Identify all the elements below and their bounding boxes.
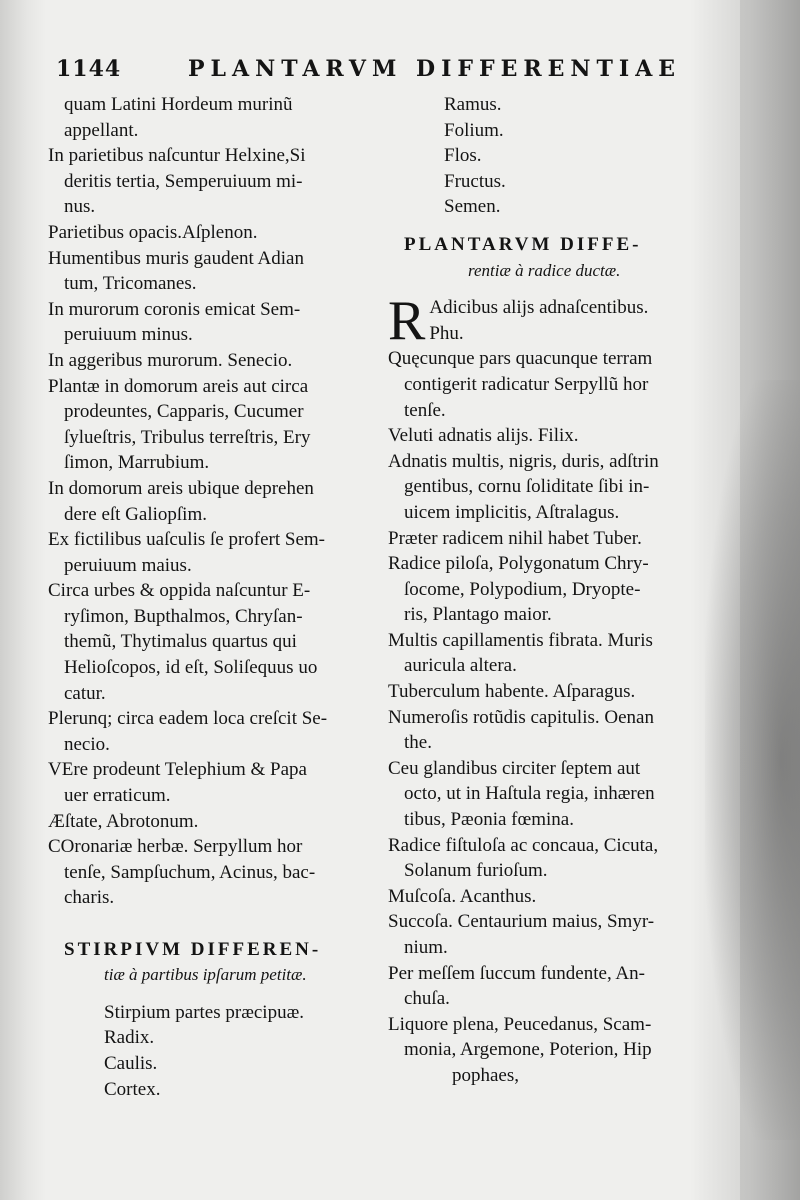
text-line: peruiuum maius.	[64, 554, 192, 576]
text-line: tibus, Pæonia fœmina.	[404, 809, 574, 831]
text-line: Multis capillamentis fibrata. Muris	[388, 629, 653, 651]
text-line: Per meſſem ſuccum fundente, An-	[388, 962, 645, 984]
text-line: In aggeribus murorum. Senecio.	[48, 349, 293, 371]
spacer	[388, 283, 718, 295]
left-column	[48, 92, 386, 1102]
text-line: Æſtate, Abrotonum.	[48, 810, 199, 832]
section-heading-stirpium: STIRPIVM DIFFEREN-	[64, 938, 322, 960]
text-line: In parietibus naſcuntur Helxine,Si	[48, 145, 306, 167]
text-line: Ex fictilibus uaſculis ſe profert Sem-	[48, 529, 326, 551]
text-line: tenſe.	[404, 399, 446, 421]
text-line: Radice fiſtuloſa ac concaua, Cicuta,	[388, 834, 659, 856]
list-item: Radix.	[104, 1027, 155, 1049]
page-header	[56, 56, 756, 88]
spacer	[48, 911, 386, 937]
dropcap-paragraph	[388, 290, 718, 353]
text-line: themũ, Thytimalus quartus qui	[64, 631, 297, 653]
list-item: Semen.	[444, 196, 501, 218]
text-line: ris, Plantago maior.	[404, 604, 552, 626]
water-stain	[705, 380, 800, 1140]
text-line: appellant.	[64, 119, 139, 141]
spacer	[48, 988, 386, 1000]
right-column	[388, 92, 718, 1089]
text-line: peruiuum minus.	[64, 324, 193, 346]
text-line: Veluti adnatis alijs. Filix.	[388, 425, 579, 447]
text-line: Liquore plena, Peucedanus, Scam-	[388, 1013, 652, 1035]
list-item: Flos.	[444, 145, 482, 167]
text-line: Solanum furioſum.	[404, 860, 548, 882]
text-line: Muſcoſa. Acanthus.	[388, 885, 537, 907]
text-line: charis.	[64, 887, 115, 909]
text-line: catur.	[64, 682, 106, 704]
text-line: uicem implicitis, Aſtralagus.	[404, 501, 620, 523]
text-line: Plantæ in domorum areis aut circa	[48, 375, 309, 397]
text-line: prodeuntes, Capparis, Cucumer	[64, 401, 304, 423]
text-line: Radice piloſa, Polygonatum Chry-	[388, 553, 649, 575]
text-line: Quęcunque pars quacunque terram	[388, 348, 653, 370]
section-subheading-stirpium: tiæ à partibus ipſarum petitæ.	[104, 965, 307, 985]
text-line: octo, ut in Haſtula regia, inhæren	[404, 783, 655, 805]
text-line: ſylueſtris, Tribulus terreſtris, Ery	[64, 426, 311, 448]
text-line: Tuberculum habente. Aſparagus.	[388, 681, 636, 703]
text-line: Helioſcopos, id eſt, Soliſequus uo	[64, 657, 318, 679]
text-line: Præter radicem nihil habet Tuber.	[388, 527, 642, 549]
running-title: PLANTARVM DIFFERENTIAE	[188, 56, 682, 82]
text-line: uer erraticum.	[64, 785, 171, 807]
text-line: Humentibus muris gaudent Adian	[48, 247, 304, 269]
text-line: COronariæ herbæ. Serpyllum hor	[48, 836, 303, 858]
text-line: VEre prodeunt Telephium & Papa	[48, 759, 307, 781]
drop-cap-initial: R	[388, 290, 426, 353]
section-heading-plantarum: PLANTARVM DIFFE-	[404, 233, 642, 255]
list-item: Caulis.	[104, 1052, 158, 1074]
text-line: contigerit radicatur Serpyllũ hor	[404, 373, 649, 395]
text-line: In murorum coronis emicat Sem-	[48, 298, 301, 320]
text-line: Succoſa. Centaurium maius, Smyr-	[388, 911, 655, 933]
text-line: pophaes,	[452, 1064, 520, 1086]
text-line: nus.	[64, 196, 96, 218]
text-line: auricula altera.	[404, 655, 517, 677]
text-line: nium.	[404, 937, 448, 958]
text-line: the.	[404, 732, 432, 754]
text-line: Parietibus opacis.Aſplenon.	[48, 221, 258, 243]
text-line: ſocome, Polypodium, Dryopte-	[404, 578, 641, 600]
text-line: Adicibus alijs adnaſcentibus.	[429, 297, 649, 319]
text-line: Ceu glandibus circiter ſeptem aut	[388, 757, 641, 779]
list-item: Cortex.	[104, 1078, 161, 1100]
text-line: Phu.	[429, 322, 464, 344]
list-item: Ramus.	[444, 94, 502, 115]
spacer	[388, 220, 718, 232]
text-line: monia, Argemone, Poterion, Hip	[404, 1039, 652, 1061]
section-subheading-plantarum: rentiæ à radice ductæ.	[468, 260, 621, 280]
text-line: Circa urbes & oppida naſcuntur E-	[48, 580, 311, 602]
text-line: Adnatis multis, nigris, duris, adſtrin	[388, 450, 659, 472]
text-line: ryſimon, Bupthalmos, Chryſan-	[64, 605, 303, 627]
list-item: Folium.	[444, 119, 504, 141]
text-line: tum, Tricomanes.	[64, 273, 197, 295]
text-line: Plerunq; circa eadem loca creſcit Se-	[48, 708, 328, 730]
text-line: deritis tertia, Semperuiuum mi-	[64, 170, 303, 192]
text-line: Numeroſis rotũdis capitulis. Oenan	[388, 706, 654, 728]
page-number: 1144	[56, 56, 122, 82]
list-item: Fructus.	[444, 170, 506, 192]
text-line: gentibus, cornu ſoliditate ſibi in-	[404, 476, 650, 498]
text-line: chuſa.	[404, 988, 450, 1010]
text-line: In domorum areis ubique deprehen	[48, 477, 314, 499]
text-line: tenſe, Sampſuchum, Acinus, bac-	[64, 861, 316, 883]
text-line: ſimon, Marrubium.	[64, 452, 210, 474]
list-item: Stirpium partes præcipuæ.	[104, 1001, 305, 1023]
text-line: quam Latini Hordeum murinũ	[64, 94, 293, 115]
page-gutter-shadow	[0, 0, 46, 1200]
text-line: dere eſt Galiopſim.	[64, 503, 207, 525]
text-line: necio.	[64, 733, 110, 755]
